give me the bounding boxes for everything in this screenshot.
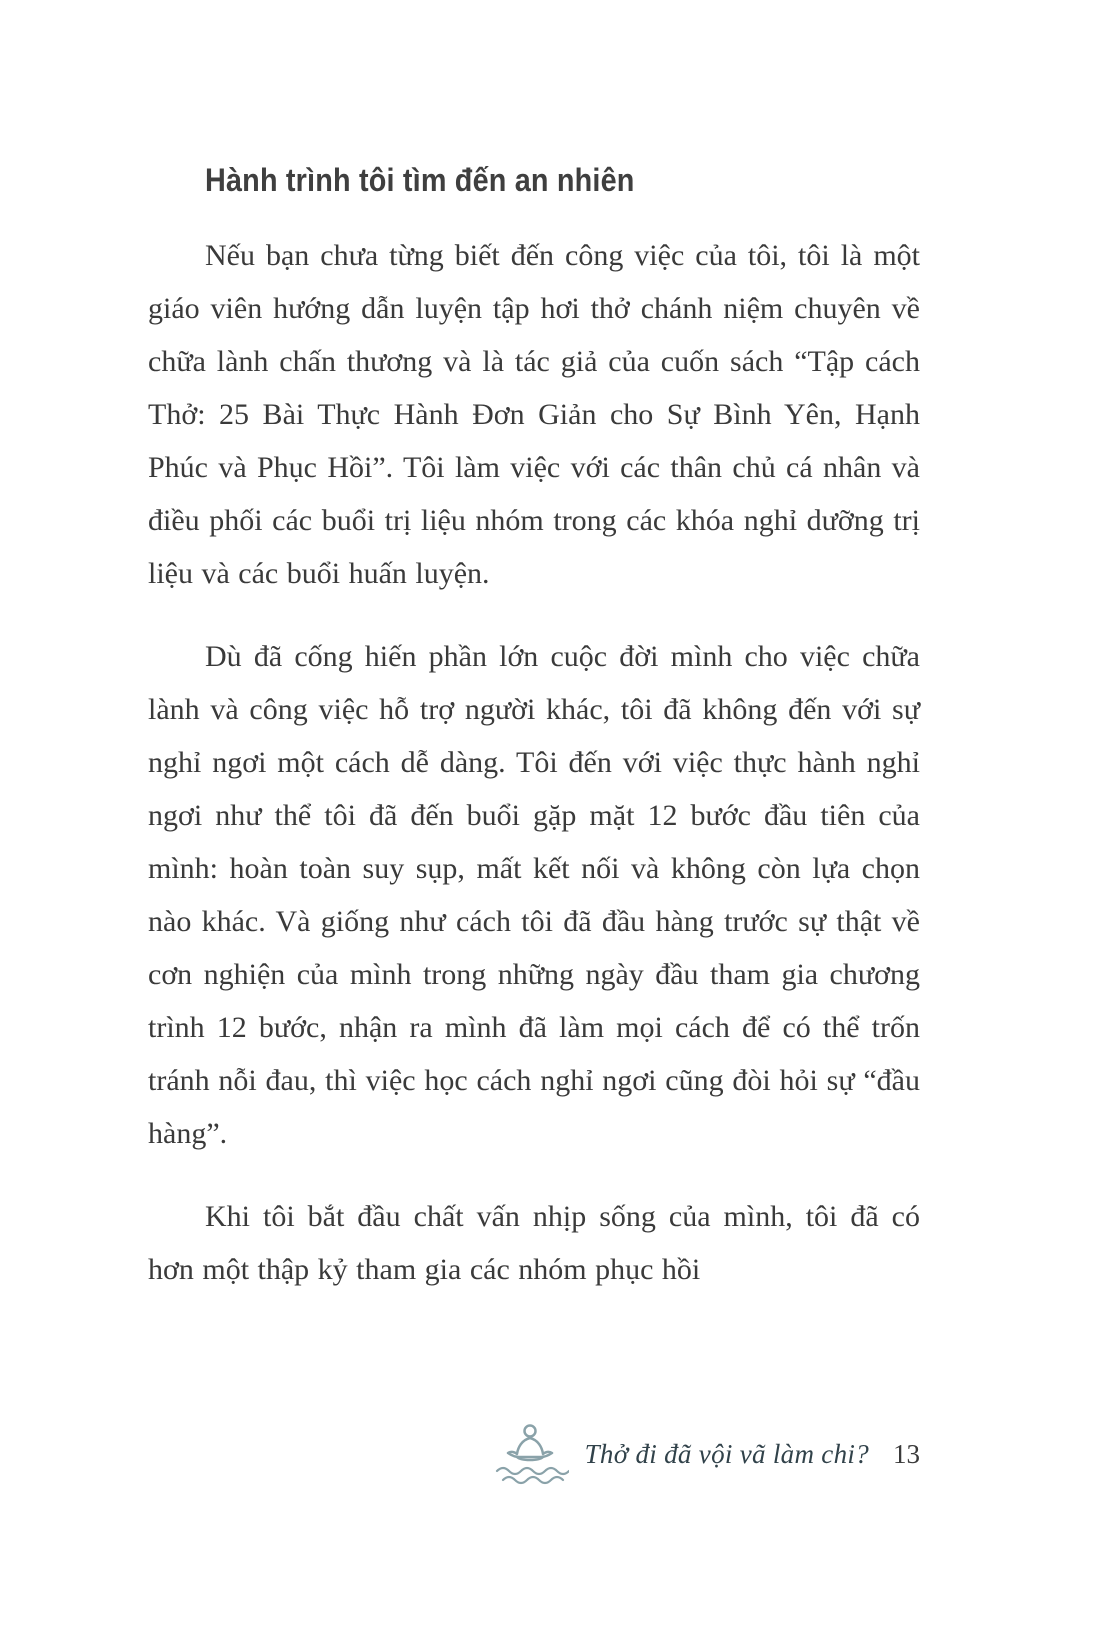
page-footer: [491, 1418, 920, 1490]
footer-tagline: Thở đi đã vội vã làm chi?: [584, 1438, 869, 1469]
page-number: 13: [893, 1438, 920, 1469]
paragraph: Khi tôi bắt đầu chất vấn nhịp sống của mình, tôi đã có hơn một thập kỷ tham gia các nhóm phục hồi: [148, 1200, 920, 1286]
page-content: [148, 162, 920, 1326]
paragraph: Dù đã cống hiến phần lớn cuộc đời mình cho việc chữa lành và công việc hỗ trợ người khác, tôi đã không đến với sự nghỉ ngơi một cách dễ dàng. Tôi đến với việc thực hành nghỉ ngơi như thể tôi đã đến buổi gặp mặt 12 bước đầu tiên của mình: hoàn toàn suy sụp, mất kết nối và không còn lựa chọn nào khác. Và giống như cách tôi đã đầu hàng trước sự thật về cơn nghiện của mình trong những ngày đầu tham gia chương trình 12 bước, nhận ra mình đã làm mọi cách để có thể trốn tránh nỗi đau, thì việc học cách nghỉ ngơi cũng đòi hỏi sự “đầu hàng”.: [148, 640, 920, 1150]
paragraph: Nếu bạn chưa từng biết đến công việc của tôi, tôi là một giáo viên hướng dẫn luyện tập hơi thở chánh niệm chuyên về chữa lành chấn thương và là tác giả của cuốn sách “Tập cách Thở: 25 Bài Thực Hành Đơn Giản cho Sự Bình Yên, Hạnh Phúc và Phục Hồi”. Tôi làm việc với các thân chủ cá nhân và điều phối các buổi trị liệu nhóm trong các khóa nghỉ dưỡng trị liệu và các buổi huấn luyện.: [148, 239, 920, 590]
section-heading: Hành trình tôi tìm đến an nhiên: [205, 162, 635, 198]
meditation-icon: [491, 1421, 569, 1487]
